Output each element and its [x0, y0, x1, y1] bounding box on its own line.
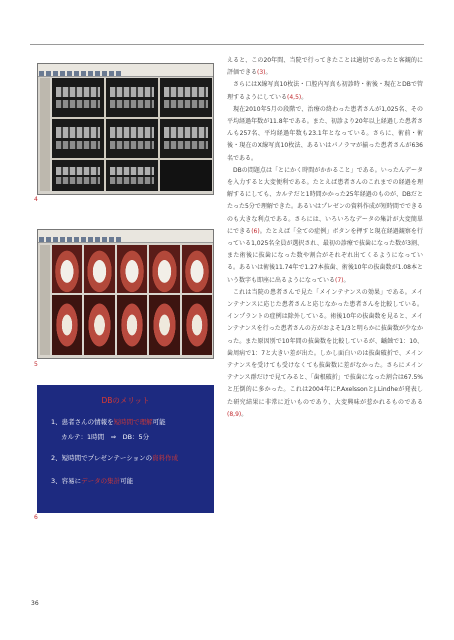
slide-title: DBのメリット: [101, 396, 150, 405]
intraoral-photo: [52, 245, 82, 293]
figure-sidebar: [40, 245, 50, 355]
slide-item-2: [51, 453, 178, 462]
xray-image: [52, 119, 104, 158]
figure-label: 5: [34, 361, 38, 368]
paragraph-text: 現在2010年5月の段階で、治療の終わった患者さんが1,025名、その平均経過年数が11.8年である。また、初診より20年以上経過した患者さんも257名、平均経過年数も23.1年となっている。さらに、術前・術後・現在のX線写真10枚法、あるいはパノラマが揃った患者さんが636名である。: [227, 105, 423, 162]
paragraph-text: さらにはX線写真10枚法・口腔内写真も初診時・術後・現在とDBで管理するようにしている: [227, 81, 423, 101]
xray-grid: [52, 78, 212, 191]
slide-text: 3、容易に: [51, 477, 82, 485]
reference: (6): [251, 227, 260, 235]
db-merits-slide: [37, 385, 214, 513]
xray-image: [160, 119, 212, 158]
reference: (4,5): [287, 93, 302, 101]
occlusal-photo: [182, 295, 212, 355]
paragraph-text: 。: [265, 69, 272, 77]
paragraph-text: 。: [241, 410, 248, 418]
intraoral-photo: [182, 245, 212, 293]
paragraph: [227, 79, 423, 103]
xray-image: [106, 78, 158, 117]
xray-image: [52, 78, 104, 117]
header-rule: [30, 44, 424, 45]
occlusal-photo: [84, 295, 114, 355]
paragraph: [227, 287, 423, 421]
page-number: 36: [31, 600, 39, 607]
slide-highlight: データの集計: [81, 477, 121, 485]
paragraph-text: 。: [301, 93, 308, 101]
slide-item-1: [51, 417, 166, 426]
paragraph-text: 。たとえば「全ての症例」ボタンを押すと現在経過観察を行っている1,025名全員が選択され、最初の診療で抜歯になった数が3割、また術後に抜歯になった数や割合がそれぞれ出てくるようになっている。あるいは術後11.74年で1.27本抜歯、術後10年の抜歯数が1.08本という数字も即座に出るようになっている: [227, 227, 423, 284]
figure-toolbar: [38, 230, 213, 243]
slide-text: 可能: [152, 418, 166, 426]
xray-database-screenshot: [37, 63, 214, 195]
intraoral-photo-screenshot: [37, 229, 214, 359]
xray-image: [160, 78, 212, 117]
paragraph: [227, 165, 423, 287]
xray-image: [106, 119, 158, 158]
body-text-column: [227, 55, 423, 421]
slide-text: 2、短時間でプレゼンテーションの: [51, 454, 153, 462]
slide-text: 可能: [120, 477, 134, 485]
occlusal-photo: [149, 295, 179, 355]
intraoral-photo: [84, 245, 114, 293]
figure-label: 6: [34, 514, 38, 521]
slide-highlight: 資料作成: [152, 454, 179, 462]
slide-item-1-sub: カルテ：1時間 ⇒ DB：5分: [61, 433, 150, 441]
slide-text: 1、患者さんの情報を: [51, 418, 114, 426]
figure-label: 4: [34, 196, 38, 203]
reference: (8,9): [227, 410, 242, 418]
paragraph-text: えると、この20年間、当院で行ってきたことは適切であったと客観的に評価できる: [227, 57, 423, 77]
occlusal-photo: [117, 295, 147, 355]
occlusal-photo: [52, 295, 82, 355]
intraoral-photo: [149, 245, 179, 293]
figure-sidebar: [40, 78, 50, 191]
paragraph: [227, 55, 423, 79]
reference: (7): [335, 276, 344, 284]
xray-image: [106, 160, 158, 191]
paragraph-text: 。: [343, 276, 350, 284]
xray-image: [52, 160, 104, 191]
reference: (3): [257, 69, 266, 77]
paragraph-text: これは当院の患者さんで見た「メインテナンスの効果」である。メインテナンスに応じた患者さんと応じなかった患者さんを比較している。インプラントの症例は除外している。術後10年の抜歯数を見ると、メインテナンスを行った患者さんの方がおよそ1/3と明らかに抜歯数が少なかった。また原因別で10年間の抜歯数を比較しているが、齲蝕で1：10、歯周病で1：7と大きい差が出た。しかし面白いのは抜歯破折で、メインテナンスを受けても受けなくても抜歯数に差がなかった。さらにメインテナンス群だけで見てみると、「歯根破折」で抜歯になった割合は67.5%と圧倒的に多かった。これは2004年にP.AxelssonとJ.Lindheが発表した研究結果に非常に近いものであり、大変興味が惹かれるものである: [227, 288, 423, 406]
paragraph: [227, 104, 423, 165]
xray-image-empty: [160, 160, 212, 191]
photo-grid: [52, 245, 212, 355]
intraoral-photo: [117, 245, 147, 293]
slide-item-3: [51, 476, 133, 485]
slide-highlight: 短時間で理解: [113, 418, 153, 426]
figure-toolbar: [38, 64, 213, 77]
paragraph-text: DBの問題点は「とにかく時間がかかること」である。いったんデータを入力すると大変便利である。たとえば患者さんのこれまでの経過を理解するにしても、カルテだと1時間かかった25年経過のものが、DBだとたった5分で理解できた。あるいはプレゼンの資料作成が短時間でできるのも大きな利点である。さらには、いろいろなデータの集計が大変簡単にできる: [227, 166, 423, 235]
